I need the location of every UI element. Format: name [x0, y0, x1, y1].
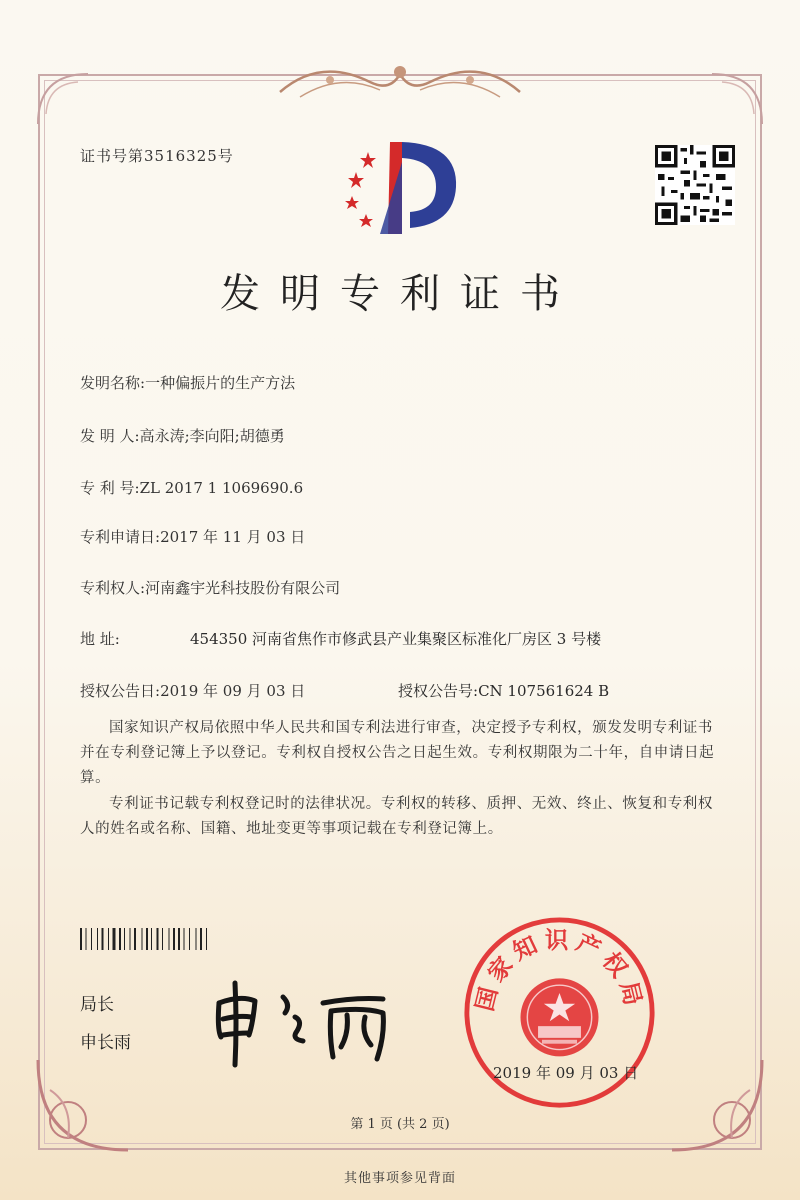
- patentee-label: 专利权人:: [80, 579, 146, 597]
- grant-date-label: 授权公告日:: [80, 682, 161, 700]
- invention-name-value: 一种偏振片的生产方法: [145, 374, 296, 392]
- bottom-left-corner-ornament: [28, 1050, 138, 1160]
- inventors-value: 高永涛;李向阳;胡德勇: [139, 427, 285, 445]
- page-number: 第 1 页 (共 2 页): [350, 1117, 450, 1132]
- inventors-label: 发 明 人:: [80, 427, 140, 445]
- patent-office-logo: [330, 132, 460, 242]
- application-date-label: 专利申请日:: [80, 528, 161, 546]
- field-patentee: [80, 577, 340, 598]
- body-paragraph-2: 专利证书记载专利权登记时的法律状况。专利权的转移、质押、无效、终止、恢复和专利权人的姓名或名称、国籍、地址变更等事项记载在专利登记簿上。: [80, 796, 713, 837]
- grant-date-value: 2019 年 09 月 03 日: [160, 682, 306, 700]
- field-grant-date: [80, 680, 305, 701]
- seal-date: 2019 年 09 月 03 日: [493, 1064, 639, 1082]
- field-invention-name: [80, 372, 295, 393]
- application-date-value: 2017 年 11 月 03 日: [160, 528, 306, 546]
- field-application-date: [80, 526, 305, 547]
- director-name: 申长雨: [80, 1033, 131, 1053]
- certificate-number: 证书号第3516325号: [80, 147, 234, 165]
- patent-number-label: 专 利 号:: [80, 479, 140, 497]
- address-value: 454350 河南省焦作市修武县产业集聚区标准化厂房区 3 号楼: [190, 630, 602, 648]
- field-grant-number: [398, 680, 609, 701]
- invention-name-label: 发明名称:: [80, 374, 146, 392]
- director-title: 局长: [80, 995, 114, 1015]
- certificate-title: 发明专利证书: [220, 271, 580, 317]
- body-paragraph-1: 国家知识产权局依照中华人民共和国专利法进行审查，决定授予专利权，颁发发明专利证书并在专利登记簿上予以登记。专利权自授权公告之日起生效。专利权期限为二十年，自申请日起算。: [80, 720, 715, 786]
- patentee-value: 河南鑫宇光科技股份有限公司: [145, 579, 341, 597]
- grant-number-label: 授权公告号:: [398, 682, 479, 700]
- qr-code: [655, 145, 735, 225]
- field-patent-number: [80, 477, 303, 498]
- footer-note: 其他事项参见背面: [343, 1171, 456, 1186]
- bottom-right-corner-ornament: [662, 1050, 772, 1160]
- grant-number-value: CN 107561624 B: [478, 682, 610, 700]
- field-inventors: [80, 425, 285, 446]
- field-address-label-row: [80, 628, 120, 649]
- director-signature: [205, 975, 405, 1070]
- patent-number-value: ZL 2017 1 1069690.6: [139, 479, 304, 497]
- top-center-ornament: [260, 52, 540, 112]
- address-label: 地 址:: [80, 630, 120, 648]
- svg-text:国家知识产权局: 国家知识产权局: [470, 925, 649, 1014]
- barcode: [80, 928, 248, 950]
